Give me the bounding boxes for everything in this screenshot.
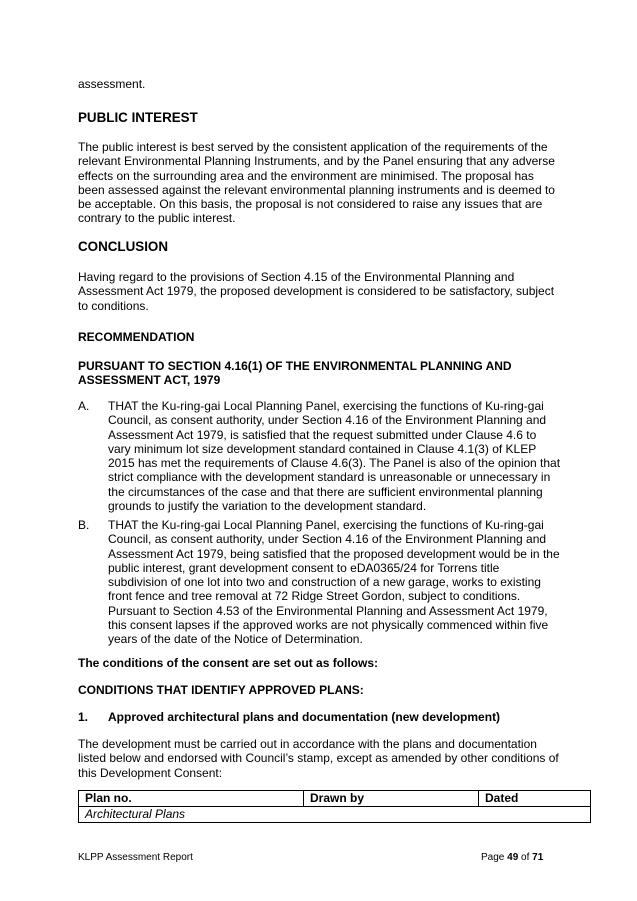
item-text: THAT the Ku-ring-gai Local Planning Panel, exercising the functions of Ku-ring-gai Council, as consent authority, under Section 4.16 of the Environment Planning and Assessment Act 1979, is satisfied that the request submitted under Clause 4.6 to vary minimum lot size development standard contained in Clause 4.1(3) of KLEP 2015 has met the requirements of Clause 4.6(3). The Panel is also of the opinion that strict compliance with the development standard is unreasonable or unnecessary in the circumstances of the case and that there are sufficient environmental planning grounds to justify the variation to the development standard. bbox=[108, 399, 561, 514]
intro-fragment: assessment. bbox=[78, 77, 146, 91]
item-label: A. bbox=[78, 399, 90, 413]
table-header-dated: Dated bbox=[479, 791, 591, 807]
condition-1-heading bbox=[78, 710, 562, 725]
conclusion-heading: CONCLUSION bbox=[78, 239, 169, 254]
page-of: of bbox=[521, 852, 530, 863]
condition-1-body: The development must be carried out in accordance with the plans and documentation listed below and endorsed with Council’s stamp, except as amended by other conditions of this Development Consent: bbox=[78, 737, 559, 780]
item-text: THAT the Ku-ring-gai Local Planning Panel, exercising the functions of Ku-ring-gai Council, as consent authority, under Section 4.16 of the Environment Planning and Assessment Act 1979, being satisfied that the proposed development would be in the public interest, grant development consent to eDA0365/24 for Torrens title subdivision of one lot into two and construction of a new garage, works to existing front fence and tree removal at 72 Ridge Street Gordon, subject to conditions. Pursuant to Section 4.53 of the Environmental Planning and Assessment Act 1979, this consent lapses if the approved works are not physically commenced within five years of the date of the Notice of Determination. bbox=[108, 518, 560, 647]
condition-title: Approved architectural plans and documentation (new development) bbox=[108, 710, 501, 724]
page-current: 49 bbox=[507, 852, 519, 863]
table-header-plan-no: Plan no. bbox=[79, 791, 304, 807]
page-total: 71 bbox=[532, 852, 544, 863]
table-cell-empty bbox=[479, 807, 591, 823]
recommendation-subheading: PURSUANT TO SECTION 4.16(1) OF THE ENVIRONMENTAL PLANNING AND ASSESSMENT ACT, 1979 bbox=[78, 359, 512, 388]
table-header-row bbox=[79, 791, 591, 807]
conditions-heading: CONDITIONS THAT IDENTIFY APPROVED PLANS: bbox=[78, 683, 364, 697]
public-interest-heading: PUBLIC INTEREST bbox=[78, 110, 198, 125]
approved-plans-table bbox=[78, 790, 591, 823]
conditions-intro: The conditions of the consent are set out as follows: bbox=[78, 656, 379, 670]
footer-page-number bbox=[481, 852, 543, 863]
table-header-drawn-by: Drawn by bbox=[304, 791, 479, 807]
table-row bbox=[79, 807, 591, 823]
footer-report-title: KLPP Assessment Report bbox=[78, 852, 193, 863]
table-section-architectural-plans: Architectural Plans bbox=[79, 807, 304, 823]
table-cell-empty bbox=[304, 807, 479, 823]
recommendation-item-b bbox=[78, 518, 562, 647]
item-label: B. bbox=[78, 518, 90, 532]
recommendation-heading: RECOMMENDATION bbox=[78, 330, 195, 344]
condition-number: 1. bbox=[78, 710, 89, 724]
page-prefix: Page bbox=[481, 852, 505, 863]
recommendation-item-a bbox=[78, 399, 562, 513]
conclusion-body: Having regard to the provisions of Section 4.15 of the Environmental Planning and Assessment Act 1979, the proposed development is considered to be satisfactory, subject to conditions. bbox=[78, 270, 555, 313]
public-interest-body: The public interest is best served by the consistent application of the requirements of the relevant Environmental Planning Instruments, and by the Panel ensuring that any adverse effects on the surrounding area and the environment are minimised. The proposal has been assessed against the relevant environmental planning instruments and is deemed to be acceptable. On this basis, the proposal is not considered to raise any issues that are contrary to the public interest. bbox=[78, 140, 555, 226]
